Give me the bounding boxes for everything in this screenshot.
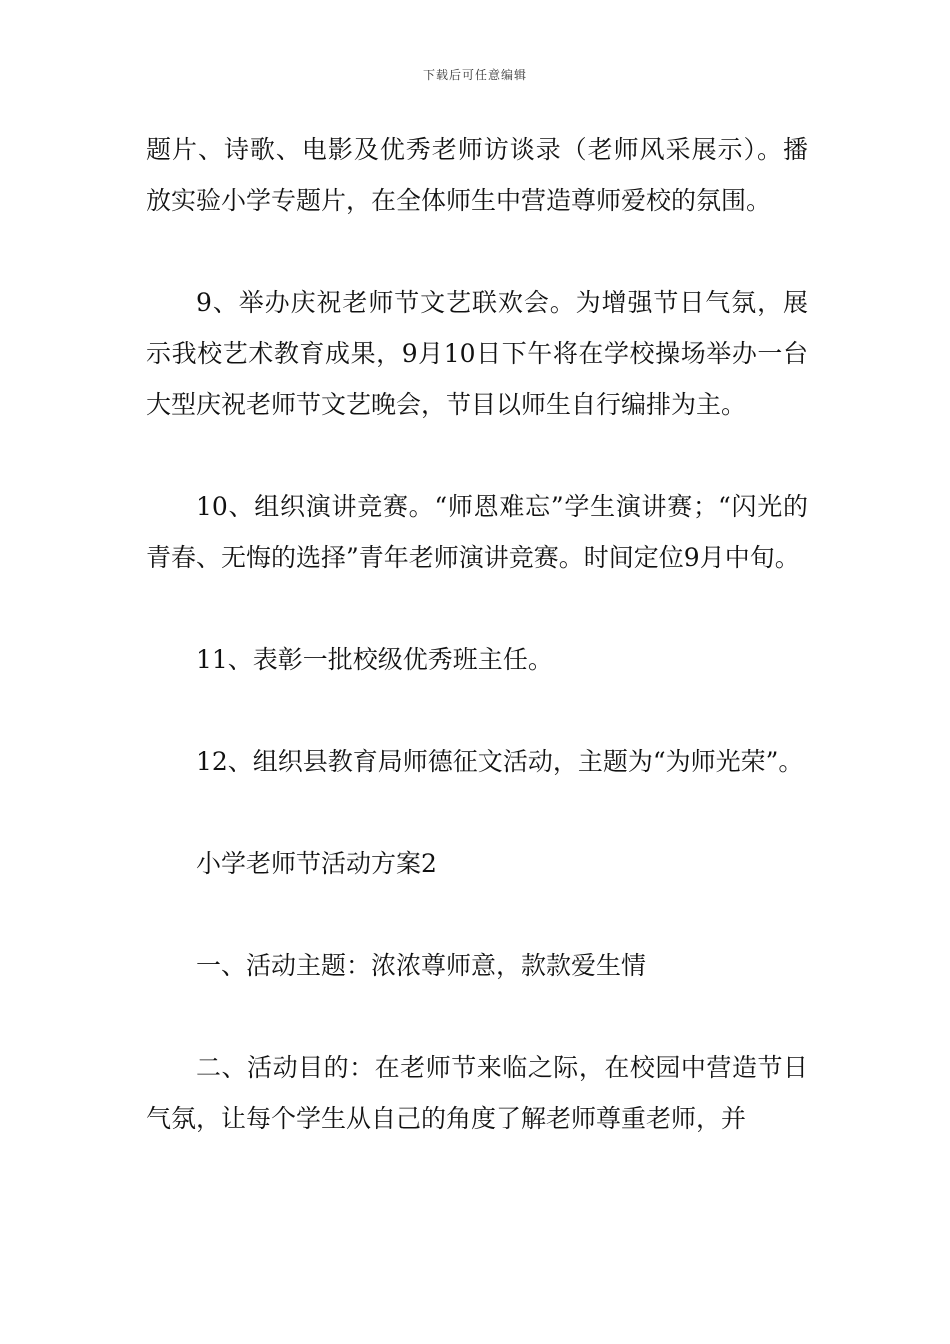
paragraph-continued: 题片、诗歌、电影及优秀老师访谈录（老师风采展示）。播放实验小学专题片，在全体师生中营造尊师爱校的氛围。 xyxy=(146,135,808,215)
paragraph-item-9: 9、举办庆祝老师节文艺联欢会。为增强节日气氛，展示我校艺术教育成果，9月10日下午将在学校操场举办一台大型庆祝老师节文艺晚会，节目以师生自行编排为主。 xyxy=(146,288,808,419)
paragraph-theme: 一、活动主题：浓浓尊师意，款款爱生情 xyxy=(196,951,647,980)
page-header: 下载后可任意编辑 xyxy=(422,68,527,82)
document-body xyxy=(146,124,808,1195)
paragraph-item-12: 12、组织县教育局师德征文活动，主题为“为师光荣”。 xyxy=(196,747,804,776)
paragraph-item-10: 10、组织演讲竞赛。“师恩难忘”学生演讲赛；“闪光的青春、无悔的选择”青年老师演讲竞赛。时间定位9月中旬。 xyxy=(146,492,808,572)
section-title-plan-2: 小学老师节活动方案2 xyxy=(196,849,437,878)
paragraph-purpose: 二、活动目的：在老师节来临之际，在校园中营造节日气氛，让每个学生从自己的角度了解老师尊重老师，并 xyxy=(146,1053,808,1133)
paragraph-item-11: 11、表彰一批校级优秀班主任。 xyxy=(196,645,553,674)
